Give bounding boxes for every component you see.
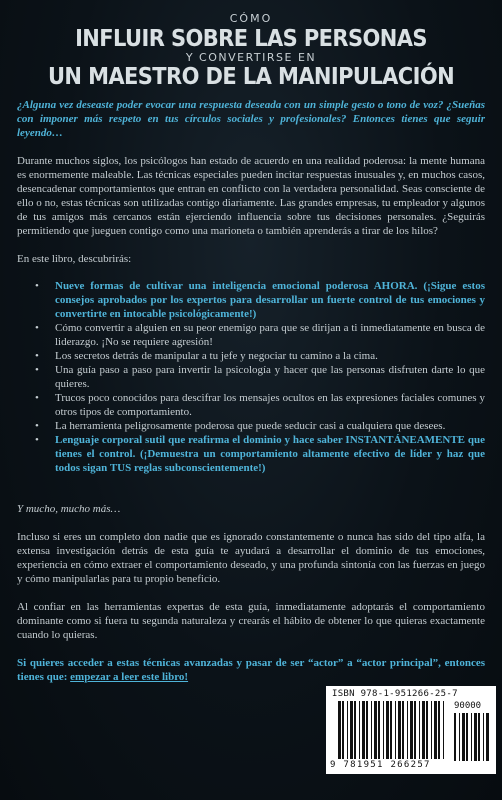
ean-digits: 9 781951 266257	[330, 760, 431, 770]
barcode-addon-digits: 90000	[454, 701, 482, 711]
list-item: • Los secretos detrás de manipular a tu jefe y negociar tu camino a la cima.	[35, 350, 378, 362]
bullet-icon: •	[35, 420, 39, 432]
feature-list	[17, 279, 485, 475]
list-item: • La herramienta peligrosamente poderosa que puede seducir casi a cualquiera que desees.	[35, 420, 446, 432]
and-much-more: Y mucho, mucho más…	[17, 503, 121, 515]
barcode-bars-icon	[338, 701, 448, 759]
bullet-icon: •	[35, 392, 39, 404]
bullet-icon: •	[35, 364, 39, 376]
bullet-icon: •	[35, 322, 39, 334]
bullet-icon: •	[35, 280, 39, 292]
list-intro: En este libro, descubrirás:	[17, 253, 132, 265]
list-item: • Lenguaje corporal sutil que reafirma el dominio y hace saber INSTANTÁNEAMENTE que tienes el control. (¡Demuestra un comportamiento altamente efectivo de líder y haz que todos sigan TUS reglas subconscientemente!)	[35, 434, 485, 474]
list-item: • Una guía paso a paso para invertir la psicología y hacer que las personas disfruten darte lo que quieres.	[35, 364, 485, 390]
list-item: • Trucos poco conocidos para descifrar los mensajes ocultos en las expresiones faciales comunes y otros tipos de comportamiento.	[35, 392, 485, 418]
title-line-convertirse: Y CONVERTIRSE EN	[185, 51, 317, 64]
intro-paragraph: ¿Alguna vez deseaste poder evocar una respuesta deseada con un simple gesto o tono de voz? ¿Sueñas con imponer más respeto en tus círculos sociales y profesionales? Entonces tienes que seguir leyendo…	[17, 99, 485, 139]
title-line-influir: INFLUIR SOBRE LAS PERSONAS	[75, 24, 427, 52]
isbn-barcode	[326, 686, 496, 774]
cta-link: empezar a leer este libro!	[70, 671, 189, 683]
list-item: • Cómo convertir a alguien en su peor enemigo para que se dirijan a ti inmediatamente en busca de liderazgo. ¡No se requiere agresión!	[35, 322, 485, 348]
paragraph-1: Durante muchos siglos, los psicólogos han estado de acuerdo en una realidad poderosa: la mente humana es enormemente maleable. Las técnicas especiales pueden incitar respuestas inusuales y, en muchos casos, desencadenar comportamientos que entran en conflicto con la verdadera personalidad. Seas consciente de ello o no, estas técnicas son utilizadas contigo diariamente. Las grandes empresas, tu empleador y algunos de tus amigos más cercanos están ejerciendo influencia sobre tus decisiones personales. ¿Seguirás permitiendo que jueguen contigo como una marioneta o también aprenderás a tirar de los hilos?	[17, 155, 485, 237]
bullet-icon: •	[35, 350, 39, 362]
title-line-maestro: UN MAESTRO DE LA MANIPULACIÓN	[47, 62, 455, 90]
title-line-como: CÓMO	[229, 12, 273, 25]
paragraph-2: Incluso si eres un completo don nadie que es ignorado constantemente o nunca has sido del tipo alfa, la extensa investigación detrás de esta guía te ayudará a desarrollar el dominio de tus emociones, experiencia en cómo extraer el comportamiento deseado, y una profunda sintonía con las fuerzas en juego y cómo manipularlas para tu propio beneficio.	[17, 531, 485, 585]
call-to-action: Si quieres acceder a estas técnicas avanzadas y pasar de ser “actor” a “actor principal”, entonces tienes que: empezar a leer este libro!	[17, 657, 485, 683]
barcode-addon-bars-icon	[454, 713, 492, 761]
isbn-label: ISBN 978-1-951266-25-7	[332, 689, 458, 699]
title-block	[0, 0, 502, 96]
paragraph-3: Al confiar en las herramientas expertas de esta guía, inmediatamente adoptarás el comportamiento dominante como si fuera tu segunda naturaleza y crearás el hábito de obtener lo que quieras exactamente cuando lo quieras.	[17, 601, 485, 641]
list-item: • Nueve formas de cultivar una inteligencia emocional poderosa AHORA. (¡Sigue estos consejos aprobados por los expertos para desarrollar un fuerte control de tus emociones y convertirte en intocable psicológicamente!)	[35, 280, 485, 320]
bullet-icon: •	[35, 434, 39, 446]
blurb-text	[17, 98, 485, 684]
